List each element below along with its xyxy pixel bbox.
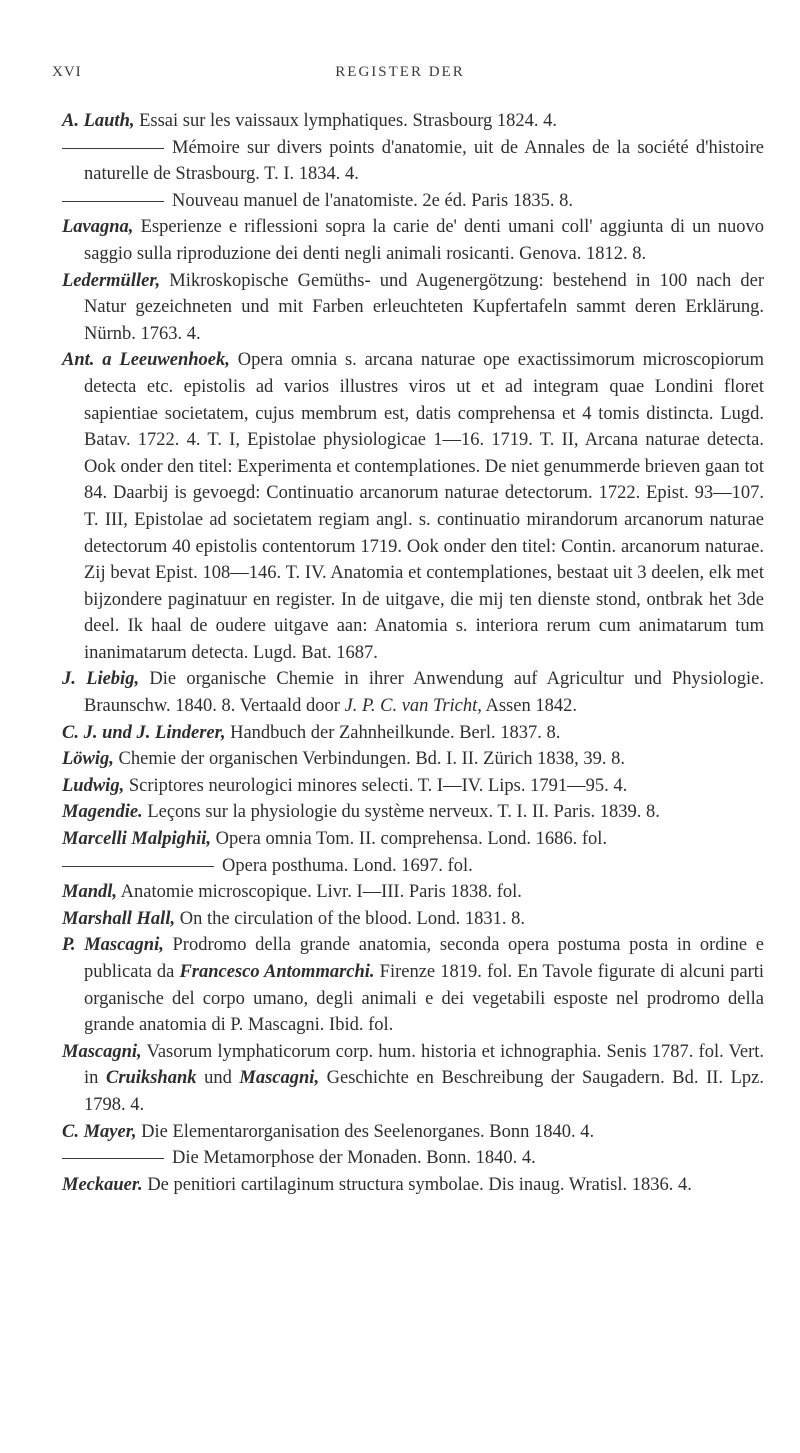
author-name: Marcelli Malpighii, — [62, 829, 212, 850]
entry-text: On the circulation of the blood. Lond. 1831. 8. — [179, 908, 525, 929]
translator-name: J. P. C. van Tricht, — [344, 696, 482, 717]
author-name: C. J. und J. Linderer, — [62, 722, 226, 743]
entry-text-end: Firenze 1819. fol. En Tavole figurate di alcuni parti organische del corpo umano, degli animali e dei vegetabili esposte nel prodromo della grande anatomia di P. Mascagni. Ibid. fol. — [84, 962, 765, 1036]
entry-liebig — [62, 666, 764, 719]
entry-text: Prodromo della grande anatomia, seconda opera postuma posta in ordine e publicata da — [84, 935, 764, 982]
entry-mayer-1 — [62, 1119, 764, 1146]
entry-text: Mémoire sur divers points d'anatomie, uit de Annales de la société d'histoire naturelle de Strasbourg. T. I. 1834. 4. — [84, 137, 764, 185]
register-entries — [62, 108, 764, 1198]
page-number: XVI — [52, 64, 82, 80]
entry-text: Die organische Chemie in ihrer Anwendung auf Agricultur und Physiologie. Braunschw. 1840. 8. Vertaald door — [84, 669, 765, 717]
author-name: Meckauer. — [62, 1174, 143, 1195]
entry-text: Opera omnia Tom. II. comprehensa. Lond. 1686. fol. — [215, 829, 608, 850]
entry-malpighii-1 — [62, 826, 764, 853]
entry-mascagni-2 — [62, 1039, 764, 1119]
entry-text: Esperienze e riflessioni sopra la carie de' denti umani coll' aggiunta di un nuovo saggio sulla riproduzione dei denti negli animali rosicanti. Genova. 1812. 8. — [84, 217, 764, 264]
author-name: Marshall Hall, — [62, 908, 176, 929]
entry-text-end: Geschichte en Beschreibung der Saugadern. Bd. II. Lpz. 1798. 4. — [84, 1068, 765, 1115]
entry-leeuwenhoek — [62, 347, 764, 666]
entry-linderer — [62, 720, 764, 747]
running-head: REGISTER DER — [335, 64, 465, 80]
author-name: Mascagni, — [62, 1041, 142, 1062]
entry-magendie — [62, 799, 764, 826]
entry-mayer-2 — [62, 1145, 764, 1172]
entry-text: Leçons sur la physiologie du système nerveux. T. I. II. Paris. 1839. 8. — [147, 802, 660, 823]
author-name: A. Lauth, — [62, 111, 135, 131]
author-name: Lavagna, — [62, 217, 134, 238]
entry-ledermuller — [62, 268, 764, 348]
entry-text: Scriptores neurologici minores selecti. T. I—IV. Lips. 1791—95. 4. — [128, 775, 628, 796]
entry-ludwig — [62, 773, 764, 800]
entry-text: Mikroskopische Gemüths- und Augenergötzung: bestehend in 100 nach der Natur gezeichneten und mit Farben erleuchteten Kupfertafeln sammt deren Erklärung. Nürnb. 1763. 4. — [84, 270, 764, 344]
entry-text-mid: und — [196, 1068, 240, 1089]
author-name: J. Liebig, — [62, 669, 140, 690]
entry-meckauer — [62, 1172, 764, 1199]
entry-text: Die Elementarorganisation des Seelenorganes. Bonn 1840. 4. — [141, 1121, 595, 1142]
ditto-dash — [62, 866, 214, 867]
author-name: Mandl, — [62, 882, 118, 903]
entry-lauth-2 — [62, 135, 764, 188]
entry-lauth-1 — [62, 108, 764, 135]
entry-lavagna — [62, 214, 764, 267]
entry-mascagni-1 — [62, 932, 764, 1038]
author-name: Löwig, — [62, 749, 114, 770]
ditto-dash — [62, 1158, 164, 1159]
entry-text: Nouveau manuel de l'anatomiste. 2e éd. Paris 1835. 8. — [172, 190, 573, 211]
entry-text-end: Assen 1842. — [481, 696, 577, 717]
entry-text: De penitiori cartilaginum structura symbolae. Dis inaug. Wratisl. 1836. 4. — [147, 1174, 692, 1195]
author-name: Ant. a Leeuwenhoek, — [62, 350, 230, 371]
author-name: Magendie. — [62, 802, 143, 823]
entry-text: Chemie der organischen Verbindungen. Bd. I. II. Zürich 1838, 39. 8. — [118, 749, 625, 770]
author-name: Ledermüller, — [62, 270, 161, 291]
entry-malpighii-2 — [62, 853, 764, 880]
author-name: P. Mascagni, — [62, 935, 164, 956]
entry-text: Die Metamorphose der Monaden. Bonn. 1840. 4. — [172, 1148, 536, 1169]
author-name: Ludwig, — [62, 775, 125, 796]
ditto-dash — [62, 201, 164, 202]
entry-text: Essai sur les vaissaux lymphatiques. Strasbourg 1824. 4. — [139, 111, 558, 131]
entry-text: Anatomie microscopique. Livr. I—III. Paris 1838. fol. — [120, 882, 522, 903]
entry-lowig — [62, 746, 764, 773]
translator-name-2: Mascagni, — [239, 1068, 320, 1089]
entry-text: Opera posthuma. Lond. 1697. fol. — [222, 855, 473, 876]
author-name: C. Mayer, — [62, 1121, 137, 1142]
entry-text: Handbuch der Zahnheilkunde. Berl. 1837. 8. — [230, 722, 561, 743]
entry-lauth-3 — [62, 188, 764, 215]
entry-marshall-hall — [62, 906, 764, 933]
ditto-dash — [62, 148, 164, 149]
translator-name: Cruikshank — [105, 1068, 197, 1089]
entry-mandl — [62, 879, 764, 906]
entry-text: Vasorum lymphaticorum corp. hum. historia et ichnographia. Senis 1787. fol. Vert. in — [84, 1041, 765, 1089]
page-header — [0, 64, 800, 88]
editor-name: Francesco Antommarchi. — [179, 962, 375, 982]
entry-text: Opera omnia s. arcana naturae ope exactissimorum microscopiorum detecta etc. epistolis ad varios illustres viros ut et ad integram quae Londini floret sapientiae societatem, cujus membrum est, datis comprehensa et 4 tomis distincta. Lugd. Batav. 1722. 4. T. I, Epistolae physiologicae 1—16. 1719. T. II, Arcana naturae detecta. Ook onder den titel: Experimenta et contemplationes. De niet genummerde brieven gaan tot 84. Daarbij is gevoegd: Continuatio arcanorum naturae detectorum. 1722. Epist. 93—107. T. III, Epistolae ad societatem regiam angl. s. continuatio mirandorum arcanorum naturae detectorum 40 epistolis contentorum 1719. Ook onder den titel: Contin. arcanorum naturae. Zij bevat Epist. 108—146. T. IV. Anatomia et contemplationes, bestaat uit 3 deelen, elk met bijzondere paginatuur en register. In de uitgave, die mij ten dienste stond, ontbrak het 3de deel. Ik haal de oudere uitgave aan: Anatomia s. interiora rerum cum animatarum tum inanimatarum detecta. Lugd. Bat. 1687. — [84, 350, 765, 663]
